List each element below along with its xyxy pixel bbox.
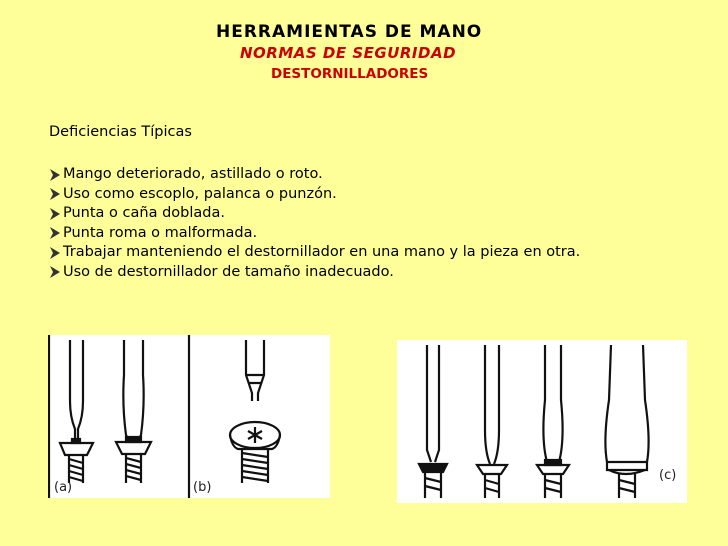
screwdriver-sizes-illustration [397,340,687,503]
figure-label-a: (a) [54,480,73,495]
list-item: Punta roma o malformada. [49,224,580,244]
list-item: Punta o caña doblada. [49,204,580,224]
arrow-bullet-icon [49,187,61,201]
arrow-bullet-icon [49,207,61,221]
list-item: Uso como escoplo, palanca o punzón. [49,185,580,205]
deficiency-list [49,165,580,282]
section-title: DESTORNILLADORES [271,66,429,82]
figure-label-c: (c) [659,468,677,483]
section-heading: Deficiencias Típicas [49,124,192,140]
arrow-bullet-icon [49,226,61,240]
page-subtitle: NORMAS DE SEGURIDAD [240,44,457,62]
figure-c [397,340,687,503]
list-item: Trabajar manteniendo el destornillador en una mano y la pieza en otra. [49,243,580,263]
list-item: Mango deteriorado, astillado o roto. [49,165,580,185]
arrow-bullet-icon [49,246,61,260]
list-item: Uso de destornillador de tamaño inadecuado. [49,263,580,283]
arrow-bullet-icon [49,265,61,279]
figure-label-b: (b) [193,480,212,495]
page-title: HERRAMIENTAS DE MANO [216,22,483,42]
arrow-bullet-icon [49,168,61,182]
screwdriver-tips-illustration [48,335,330,498]
figure-ab [48,335,330,498]
